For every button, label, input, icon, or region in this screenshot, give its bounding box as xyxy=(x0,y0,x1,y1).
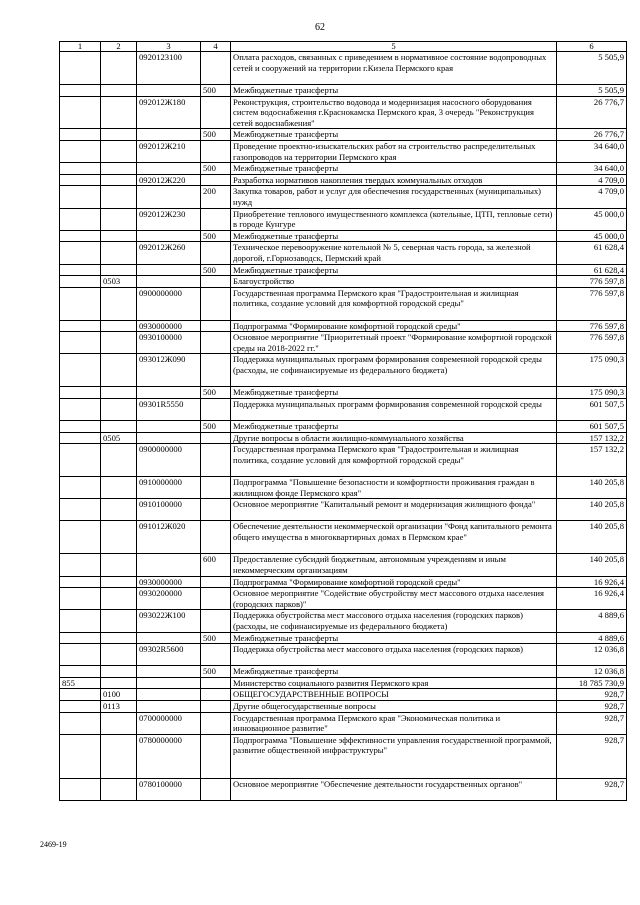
table-row xyxy=(60,521,627,554)
cell-ministry-code xyxy=(60,242,101,264)
cell-ministry-code xyxy=(60,644,101,666)
cell-target-article: 093012Ж090 xyxy=(137,354,201,387)
cell-target-article: 091012Ж020 xyxy=(137,521,201,554)
cell-target-article xyxy=(137,632,201,644)
cell-ministry-code xyxy=(60,140,101,162)
table-row xyxy=(60,666,627,678)
cell-section-code xyxy=(101,287,137,320)
cell-amount: 18 785 730,9 xyxy=(557,677,627,689)
cell-amount: 34 640,0 xyxy=(557,163,627,175)
cell-section-code xyxy=(101,85,137,97)
cell-ministry-code xyxy=(60,332,101,354)
cell-target-article xyxy=(137,689,201,701)
table-row xyxy=(60,444,627,477)
cell-expense-type xyxy=(201,700,231,712)
cell-ministry-code xyxy=(60,264,101,276)
cell-expense-type: 500 xyxy=(201,163,231,175)
cell-ministry-code xyxy=(60,712,101,734)
cell-target-article xyxy=(137,85,201,97)
cell-section-code xyxy=(101,174,137,186)
cell-amount: 12 036,8 xyxy=(557,666,627,678)
cell-item-name: Предоставление субсидий бюджетным, автономным учреждениям и иным некоммерческим организациям xyxy=(231,554,557,576)
cell-section-code xyxy=(101,399,137,421)
cell-item-name: Межбюджетные трансферты xyxy=(231,230,557,242)
cell-ministry-code xyxy=(60,444,101,477)
cell-target-article xyxy=(137,421,201,433)
cell-section-code xyxy=(101,421,137,433)
cell-section-code xyxy=(101,521,137,554)
cell-section-code xyxy=(101,230,137,242)
table-row xyxy=(60,477,627,499)
cell-ministry-code xyxy=(60,700,101,712)
cell-item-name: Подпрограмма "Повышение эффективности управления государственной программой, развитие общественной инфраструктуры" xyxy=(231,734,557,778)
cell-amount: 776 597,8 xyxy=(557,287,627,320)
cell-target-article xyxy=(137,276,201,288)
cell-amount: 16 926,4 xyxy=(557,576,627,588)
cell-expense-type xyxy=(201,320,231,332)
cell-amount: 928,7 xyxy=(557,712,627,734)
cell-target-article: 0930100000 xyxy=(137,332,201,354)
cell-ministry-code xyxy=(60,477,101,499)
cell-section-code xyxy=(101,264,137,276)
cell-section-code xyxy=(101,129,137,141)
cell-ministry-code xyxy=(60,96,101,129)
table-row xyxy=(60,354,627,387)
cell-target-article: 0900000000 xyxy=(137,287,201,320)
cell-expense-type xyxy=(201,610,231,632)
cell-ministry-code xyxy=(60,174,101,186)
table-row xyxy=(60,208,627,230)
cell-amount: 26 776,7 xyxy=(557,129,627,141)
table-row xyxy=(60,387,627,399)
cell-target-article xyxy=(137,700,201,712)
cell-target-article: 092012Ж230 xyxy=(137,208,201,230)
cell-item-name: Приобретение теплового имущественного комплекса (котельные, ЦТП, тепловые сети) в городе Кунгуре xyxy=(231,208,557,230)
cell-expense-type xyxy=(201,242,231,264)
cell-item-name: Закупка товаров, работ и услуг для обеспечения государственных (муниципальных) нужд xyxy=(231,186,557,208)
cell-ministry-code xyxy=(60,52,101,85)
table-row xyxy=(60,588,627,610)
cell-section-code xyxy=(101,186,137,208)
cell-section-code xyxy=(101,320,137,332)
table-row xyxy=(60,264,627,276)
cell-target-article xyxy=(137,163,201,175)
cell-item-name: Государственная программа Пермского края "Экономическая политика и инновационное развитие" xyxy=(231,712,557,734)
cell-item-name: Проведение проектно-изыскательских работ на строительство распределительных газопроводов на территории Пермского края xyxy=(231,140,557,162)
header-col-2: 2 xyxy=(101,42,137,52)
table-row xyxy=(60,700,627,712)
cell-item-name: Межбюджетные трансферты xyxy=(231,163,557,175)
cell-amount: 61 628,4 xyxy=(557,264,627,276)
table-row xyxy=(60,610,627,632)
cell-ministry-code xyxy=(60,432,101,444)
cell-expense-type: 500 xyxy=(201,85,231,97)
header-col-6: 6 xyxy=(557,42,627,52)
table-row xyxy=(60,85,627,97)
table-row xyxy=(60,174,627,186)
cell-section-code xyxy=(101,588,137,610)
cell-section-code xyxy=(101,354,137,387)
cell-amount: 157 132,2 xyxy=(557,444,627,477)
cell-section-code xyxy=(101,477,137,499)
cell-expense-type xyxy=(201,399,231,421)
cell-section-code xyxy=(101,632,137,644)
header-col-1: 1 xyxy=(60,42,101,52)
cell-ministry-code xyxy=(60,554,101,576)
cell-target-article: 09302R5600 xyxy=(137,644,201,666)
cell-amount: 5 505,9 xyxy=(557,52,627,85)
cell-ministry-code xyxy=(60,666,101,678)
table-row xyxy=(60,734,627,778)
table-row xyxy=(60,320,627,332)
cell-target-article: 0900000000 xyxy=(137,444,201,477)
cell-amount: 928,7 xyxy=(557,734,627,778)
cell-expense-type: 500 xyxy=(201,264,231,276)
cell-ministry-code xyxy=(60,778,101,800)
header-col-5: 5 xyxy=(231,42,557,52)
cell-ministry-code xyxy=(60,387,101,399)
cell-section-code: 0113 xyxy=(101,700,137,712)
cell-amount: 928,7 xyxy=(557,700,627,712)
cell-item-name: Межбюджетные трансферты xyxy=(231,129,557,141)
table-row xyxy=(60,163,627,175)
cell-amount: 601 507,5 xyxy=(557,421,627,433)
cell-expense-type: 500 xyxy=(201,421,231,433)
cell-section-code: 0100 xyxy=(101,689,137,701)
table-row xyxy=(60,677,627,689)
cell-target-article xyxy=(137,129,201,141)
cell-item-name: Благоустройство xyxy=(231,276,557,288)
cell-item-name: Подпрограмма "Формирование комфортной городской среды" xyxy=(231,576,557,588)
cell-ministry-code xyxy=(60,230,101,242)
cell-amount: 175 090,3 xyxy=(557,387,627,399)
table-row xyxy=(60,421,627,433)
cell-expense-type: 500 xyxy=(201,387,231,399)
cell-section-code xyxy=(101,96,137,129)
table-row xyxy=(60,644,627,666)
cell-item-name: Поддержка обустройства мест массового отдыха населения (городских парков) (расходы, не софинансируемые из федерального бюджета) xyxy=(231,610,557,632)
cell-expense-type: 600 xyxy=(201,554,231,576)
cell-amount: 16 926,4 xyxy=(557,588,627,610)
cell-target-article xyxy=(137,230,201,242)
table-row xyxy=(60,778,627,800)
cell-target-article: 0700000000 xyxy=(137,712,201,734)
cell-item-name: Основное мероприятие "Обеспечение деятельности государственных органов" xyxy=(231,778,557,800)
cell-ministry-code xyxy=(60,689,101,701)
cell-ministry-code xyxy=(60,499,101,521)
table-row xyxy=(60,96,627,129)
cell-target-article xyxy=(137,186,201,208)
cell-expense-type xyxy=(201,778,231,800)
cell-section-code xyxy=(101,644,137,666)
cell-target-article: 092012Ж180 xyxy=(137,96,201,129)
table-row xyxy=(60,287,627,320)
cell-expense-type xyxy=(201,576,231,588)
cell-expense-type: 200 xyxy=(201,186,231,208)
cell-amount: 928,7 xyxy=(557,778,627,800)
cell-target-article: 0930000000 xyxy=(137,576,201,588)
table-row xyxy=(60,554,627,576)
cell-amount: 776 597,8 xyxy=(557,276,627,288)
cell-ministry-code xyxy=(60,399,101,421)
table-row xyxy=(60,276,627,288)
cell-section-code xyxy=(101,677,137,689)
cell-ministry-code: 855 xyxy=(60,677,101,689)
cell-amount: 157 132,2 xyxy=(557,432,627,444)
cell-expense-type xyxy=(201,521,231,554)
cell-amount: 140 205,8 xyxy=(557,554,627,576)
cell-amount: 4 709,0 xyxy=(557,186,627,208)
cell-target-article: 0910000000 xyxy=(137,477,201,499)
cell-ministry-code xyxy=(60,354,101,387)
footer-document-code: 2469-19 xyxy=(40,840,67,849)
cell-expense-type: 500 xyxy=(201,129,231,141)
cell-ministry-code xyxy=(60,588,101,610)
budget-table xyxy=(59,41,627,801)
cell-amount: 5 505,9 xyxy=(557,85,627,97)
cell-expense-type xyxy=(201,96,231,129)
cell-expense-type xyxy=(201,332,231,354)
cell-target-article: 0920123100 xyxy=(137,52,201,85)
cell-ministry-code xyxy=(60,632,101,644)
cell-item-name: Межбюджетные трансферты xyxy=(231,421,557,433)
cell-section-code xyxy=(101,444,137,477)
cell-target-article xyxy=(137,432,201,444)
cell-expense-type xyxy=(201,140,231,162)
cell-amount: 34 640,0 xyxy=(557,140,627,162)
cell-target-article xyxy=(137,666,201,678)
cell-target-article: 093022Ж100 xyxy=(137,610,201,632)
cell-target-article: 0930200000 xyxy=(137,588,201,610)
table-row xyxy=(60,499,627,521)
table-row xyxy=(60,230,627,242)
table-row xyxy=(60,576,627,588)
cell-item-name: Подпрограмма "Формирование комфортной городской среды" xyxy=(231,320,557,332)
cell-section-code xyxy=(101,163,137,175)
cell-expense-type xyxy=(201,444,231,477)
cell-amount: 4 889,6 xyxy=(557,632,627,644)
cell-section-code xyxy=(101,242,137,264)
cell-expense-type xyxy=(201,644,231,666)
cell-ministry-code xyxy=(60,163,101,175)
cell-amount: 26 776,7 xyxy=(557,96,627,129)
table-row xyxy=(60,632,627,644)
table-header-row xyxy=(60,42,627,52)
cell-section-code xyxy=(101,734,137,778)
cell-amount: 140 205,8 xyxy=(557,499,627,521)
cell-section-code xyxy=(101,610,137,632)
cell-amount: 601 507,5 xyxy=(557,399,627,421)
table-row xyxy=(60,432,627,444)
cell-item-name: Межбюджетные трансферты xyxy=(231,387,557,399)
cell-expense-type xyxy=(201,354,231,387)
cell-amount: 140 205,8 xyxy=(557,477,627,499)
cell-section-code xyxy=(101,666,137,678)
cell-item-name: Основное мероприятие "Приоритетный проект "Формирование комфортной городской среды на 2018-2022 гг." xyxy=(231,332,557,354)
cell-target-article xyxy=(137,387,201,399)
cell-expense-type: 500 xyxy=(201,632,231,644)
cell-section-code xyxy=(101,778,137,800)
table-row xyxy=(60,242,627,264)
cell-expense-type xyxy=(201,712,231,734)
cell-amount: 45 000,0 xyxy=(557,208,627,230)
cell-expense-type xyxy=(201,588,231,610)
cell-expense-type xyxy=(201,287,231,320)
header-col-4: 4 xyxy=(201,42,231,52)
cell-ministry-code xyxy=(60,85,101,97)
cell-item-name: Техническое перевооружение котельной № 5, северная часть города, за железной дорогой, г.Горнозаводск, Пермский край xyxy=(231,242,557,264)
cell-item-name: Поддержка обустройства мест массового отдыха населения (городских парков) xyxy=(231,644,557,666)
cell-expense-type xyxy=(201,174,231,186)
cell-ministry-code xyxy=(60,276,101,288)
cell-ministry-code xyxy=(60,287,101,320)
cell-item-name: Основное мероприятие "Капитальный ремонт и модернизация жилищного фонда" xyxy=(231,499,557,521)
cell-ministry-code xyxy=(60,129,101,141)
cell-ministry-code xyxy=(60,610,101,632)
cell-ministry-code xyxy=(60,421,101,433)
cell-expense-type xyxy=(201,734,231,778)
cell-amount: 776 597,8 xyxy=(557,320,627,332)
cell-ministry-code xyxy=(60,320,101,332)
cell-target-article: 0780100000 xyxy=(137,778,201,800)
table-row xyxy=(60,129,627,141)
cell-item-name: Межбюджетные трансферты xyxy=(231,85,557,97)
cell-ministry-code xyxy=(60,208,101,230)
cell-section-code xyxy=(101,712,137,734)
cell-target-article: 092012Ж220 xyxy=(137,174,201,186)
cell-item-name: Государственная программа Пермского края "Градостроительная и жилищная политика, создание условий для комфортной городской среды" xyxy=(231,444,557,477)
cell-item-name: Обеспечение деятельности некоммерческой организации "Фонд капитального ремонта общего имущества в многоквартирных домах в Пермском крае" xyxy=(231,521,557,554)
table-row xyxy=(60,712,627,734)
cell-amount: 140 205,8 xyxy=(557,521,627,554)
cell-ministry-code xyxy=(60,734,101,778)
cell-target-article xyxy=(137,264,201,276)
cell-section-code xyxy=(101,499,137,521)
cell-expense-type: 500 xyxy=(201,230,231,242)
cell-expense-type xyxy=(201,276,231,288)
cell-amount: 4 889,6 xyxy=(557,610,627,632)
cell-expense-type xyxy=(201,432,231,444)
table-row xyxy=(60,186,627,208)
table-row xyxy=(60,689,627,701)
cell-section-code xyxy=(101,52,137,85)
header-col-3: 3 xyxy=(137,42,201,52)
cell-expense-type xyxy=(201,689,231,701)
cell-section-code xyxy=(101,332,137,354)
cell-section-code xyxy=(101,554,137,576)
cell-item-name: Разработка нормативов накопления твердых коммунальных отходов xyxy=(231,174,557,186)
table-row xyxy=(60,52,627,85)
cell-target-article: 0780000000 xyxy=(137,734,201,778)
cell-section-code xyxy=(101,208,137,230)
table-row xyxy=(60,332,627,354)
cell-item-name: Министерство социального развития Пермского края xyxy=(231,677,557,689)
cell-item-name: Оплата расходов, связанных с приведением в нормативное состояние водопроводных сетей и сооружений на территории г.Кизела Пермского края xyxy=(231,52,557,85)
cell-item-name: Другие общегосударственные вопросы xyxy=(231,700,557,712)
cell-section-code: 0503 xyxy=(101,276,137,288)
table-row xyxy=(60,399,627,421)
cell-section-code: 0505 xyxy=(101,432,137,444)
cell-target-article: 0930000000 xyxy=(137,320,201,332)
cell-item-name: Поддержка муниципальных программ формирования современной городской среды (расходы, не софинансируемые из федерального бюджета) xyxy=(231,354,557,387)
cell-item-name: ОБЩЕГОСУДАРСТВЕННЫЕ ВОПРОСЫ xyxy=(231,689,557,701)
cell-item-name: Другие вопросы в области жилищно-коммунального хозяйства xyxy=(231,432,557,444)
cell-target-article xyxy=(137,677,201,689)
cell-target-article: 09301R5550 xyxy=(137,399,201,421)
cell-item-name: Поддержка муниципальных программ формирования современной городской среды xyxy=(231,399,557,421)
cell-amount: 928,7 xyxy=(557,689,627,701)
page-number: 62 xyxy=(315,22,325,33)
cell-item-name: Основное мероприятие "Содействие обустройству мест массового отдыха населения (городских парков)" xyxy=(231,588,557,610)
cell-target-article: 0910100000 xyxy=(137,499,201,521)
cell-expense-type xyxy=(201,499,231,521)
cell-amount: 45 000,0 xyxy=(557,230,627,242)
cell-ministry-code xyxy=(60,576,101,588)
cell-amount: 12 036,8 xyxy=(557,644,627,666)
cell-amount: 61 628,4 xyxy=(557,242,627,264)
cell-item-name: Межбюджетные трансферты xyxy=(231,666,557,678)
table-row xyxy=(60,140,627,162)
cell-item-name: Межбюджетные трансферты xyxy=(231,264,557,276)
cell-ministry-code xyxy=(60,521,101,554)
cell-target-article: 092012Ж260 xyxy=(137,242,201,264)
cell-expense-type xyxy=(201,477,231,499)
cell-section-code xyxy=(101,576,137,588)
cell-item-name: Подпрограмма "Повышение безопасности и комфортности проживания граждан в жилищном фонде Пермского края" xyxy=(231,477,557,499)
cell-target-article: 092012Ж210 xyxy=(137,140,201,162)
cell-expense-type xyxy=(201,208,231,230)
cell-amount: 175 090,3 xyxy=(557,354,627,387)
cell-amount: 776 597,8 xyxy=(557,332,627,354)
cell-item-name: Реконструкция, строительство водовода и модернизация насосного оборудования систем водоснабжения г.Краснокамска Пермского края, 3 очередь "Реконструкция сетей водоснабжения" xyxy=(231,96,557,129)
cell-section-code xyxy=(101,140,137,162)
cell-expense-type xyxy=(201,52,231,85)
cell-amount: 4 709,0 xyxy=(557,174,627,186)
cell-ministry-code xyxy=(60,186,101,208)
cell-item-name: Межбюджетные трансферты xyxy=(231,632,557,644)
cell-item-name: Государственная программа Пермского края "Градостроительная и жилищная политика, создание условий для комфортной городской среды" xyxy=(231,287,557,320)
cell-expense-type xyxy=(201,677,231,689)
cell-section-code xyxy=(101,387,137,399)
cell-target-article xyxy=(137,554,201,576)
table-body xyxy=(60,52,627,801)
cell-expense-type: 500 xyxy=(201,666,231,678)
